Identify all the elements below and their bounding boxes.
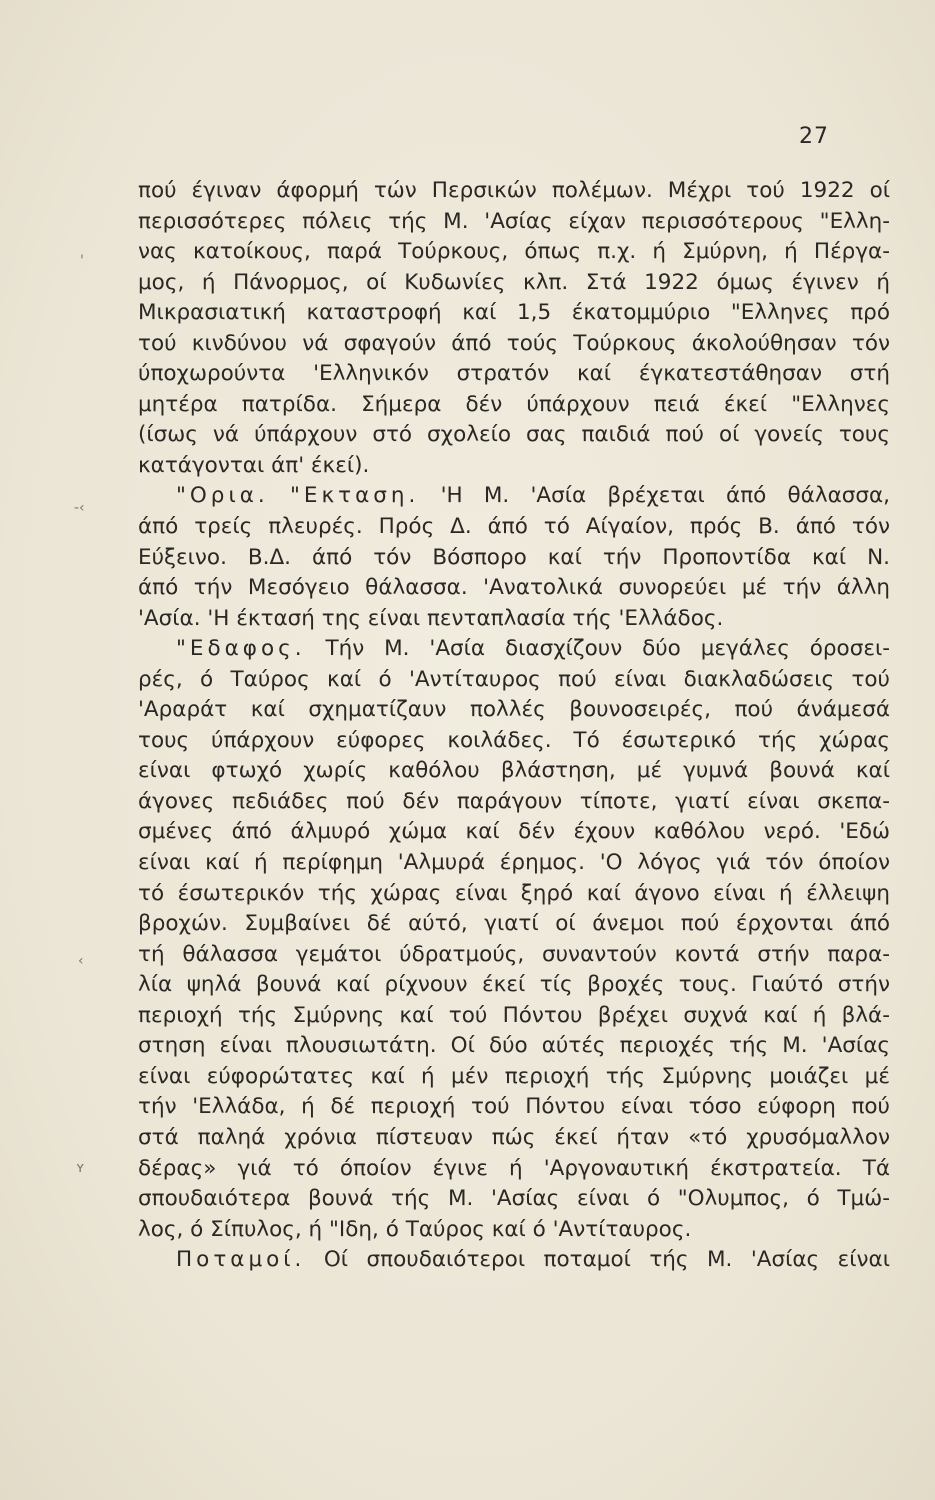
text-line: μητέρα πατρίδα. Σήμερα δέν ύπάρχουν πειά έκεί "Ελληνες bbox=[138, 391, 890, 417]
margin-tick-mark: ʏ bbox=[76, 1160, 85, 1176]
text-line: ρές, ό Ταύρος καί ό 'Αντίταυρος πού είναι διακλαδώσεις τού bbox=[138, 666, 890, 692]
text-line: άπό τρείς πλευρές. Πρός Δ. άπό τό Αίγαίον, πρός Β. άπό τόν bbox=[138, 514, 890, 540]
text-line: είναι εύφορώτατες καί ή μέν περιοχή τής Σμύρνης μοιάζει μέ bbox=[138, 1063, 890, 1089]
section-first-line-text: Οί σπουδαιότεροι ποταμοί τής Μ. 'Ασίας είναι bbox=[323, 1247, 890, 1273]
section-first-line-edafos bbox=[138, 634, 890, 665]
section-first-line-potamoi bbox=[138, 1245, 890, 1276]
text-line: Εύξεινο. Β.Δ. άπό τόν Βόσπορο καί τήν Προποντίδα καί Ν. bbox=[138, 544, 890, 570]
text-line: τους ύπάρχουν εύφορες κοιλάδες. Τό έσωτερικό τής χώρας bbox=[138, 727, 890, 753]
margin-tick-mark: ‹ bbox=[78, 953, 84, 969]
text-line: σπουδαιότερα βουνά τής Μ. 'Ασίας είναι ό "Ολυμπος, ό Τμώ- bbox=[138, 1186, 890, 1212]
text-line: σμένες άπό άλμυρό χώμα καί δέν έχουν καθόλου νερό. 'Εδώ bbox=[138, 819, 890, 845]
text-line: νας κατοίκους, παρά Τούρκους, όπως π.χ. ή Σμύρνη, ή Πέργα- bbox=[138, 239, 890, 265]
page-number: 27 bbox=[799, 124, 829, 149]
text-line: περισσότερες πόλεις τής Μ. 'Ασίας είχαν περισσότερους "Ελλη- bbox=[138, 208, 890, 234]
text-line: τό έσωτερικόν τής χώρας είναι ξηρό καί άγονο είναι ή έλλειψη bbox=[138, 880, 890, 906]
text-line: δέρας» γιά τό όποίον έγινε ή 'Αργοναυτική έκστρατεία. Τά bbox=[138, 1155, 890, 1181]
text-line: τήν 'Ελλάδα, ή δέ περιοχή τού Πόντου είναι τόσο εύφορη πού bbox=[138, 1094, 890, 1120]
body-text bbox=[138, 176, 890, 1276]
section-first-line-oria bbox=[138, 481, 890, 512]
text-line: βροχών. Συμβαίνει δέ αύτό, γιατί οί άνεμοι πού έρχονται άπό bbox=[138, 911, 890, 937]
section-first-line-text: 'Η Μ. 'Ασία βρέχεται άπό θάλασσα, bbox=[440, 483, 890, 509]
text-line: περιοχή τής Σμύρνης καί τού Πόντου βρέχει συχνά καί ή βλά- bbox=[138, 1002, 890, 1028]
text-line: πού έγιναν άφορμή τών Περσικών πολέμων. Μέχρι τού 1922 οί bbox=[138, 178, 890, 203]
text-line: άπό τήν Μεσόγειο θάλασσα. 'Ανατολικά συνορεύει μέ τήν άλλη bbox=[138, 575, 890, 601]
text-line: στά παληά χρόνια πίστευαν πώς έκεί ήταν «τό χρυσόμαλλον bbox=[138, 1124, 890, 1150]
section-heading-ektasi: "Εκταση. bbox=[289, 483, 420, 509]
margin-tick-mark: ' bbox=[80, 253, 84, 269]
text-line: είναι καί ή περίφημη 'Αλμυρά έρημος. 'Ο λόγος γιά τόν όποίον bbox=[138, 850, 890, 876]
text-line: 'Αραράτ καί σχηματίζαυν πολλές βουνοσειρές, πού άνάμεσά bbox=[138, 697, 890, 723]
text-line: ύποχωρούντα 'Ελληνικόν στρατόν καί έγκατεστάθησαν στή bbox=[138, 361, 890, 387]
text-line: τή θάλασσα γεμάτοι ύδρατμούς, συναντούν κοντά στήν παρα- bbox=[138, 941, 890, 967]
margin-tick-mark: -‹ bbox=[74, 500, 85, 516]
text-line: λος, ό Σίπυλος, ή "Ιδη, ό Ταύρος καί ό 'Αντίταυρος. bbox=[138, 1216, 692, 1242]
text-line: (ίσως νά ύπάρχουν στό σχολείο σας παιδιά πού οί γονείς τους bbox=[138, 422, 890, 448]
text-line: μος, ή Πάνορμος, οί Κυδωνίες κλπ. Στά 1922 όμως έγινεν ή bbox=[138, 269, 890, 295]
section-heading-potamoi: Ποταμοί. bbox=[176, 1247, 306, 1273]
text-line: Μικρασιατική καταστροφή καί 1,5 έκατομμύριο "Ελληνες πρό bbox=[138, 300, 890, 326]
text-line: κατάγονται άπ' έκεί). bbox=[138, 452, 370, 478]
text-line: λία ψηλά βουνά καί ρίχνουν έκεί τίς βροχές τους. Γιαύτό στήν bbox=[138, 972, 890, 998]
text-line: 'Ασία. 'Η έκτασή της είναι πενταπλασία τής 'Ελλάδος. bbox=[138, 605, 724, 631]
text-line: τού κινδύνου νά σφαγούν άπό τούς Τούρκους άκολούθησαν τόν bbox=[138, 330, 890, 356]
text-line: άγονες πεδιάδες πού δέν παράγουν τίποτε, γιατί είναι σκεπα- bbox=[138, 788, 890, 814]
section-heading-edafos: "Εδαφος. bbox=[176, 636, 306, 662]
section-heading-oria: "Ορια. bbox=[176, 483, 269, 509]
section-first-line-text: Τήν Μ. 'Ασία διασχίζουν δύο μεγάλες όροσει- bbox=[325, 636, 890, 662]
text-line: είναι φτωχό χωρίς καθόλου βλάστηση, μέ γυμνά βουνά καί bbox=[138, 758, 890, 784]
text-line: στηση είναι πλουσιωτάτη. Οί δύο αύτές περιοχές τής Μ. 'Ασίας bbox=[138, 1033, 890, 1059]
